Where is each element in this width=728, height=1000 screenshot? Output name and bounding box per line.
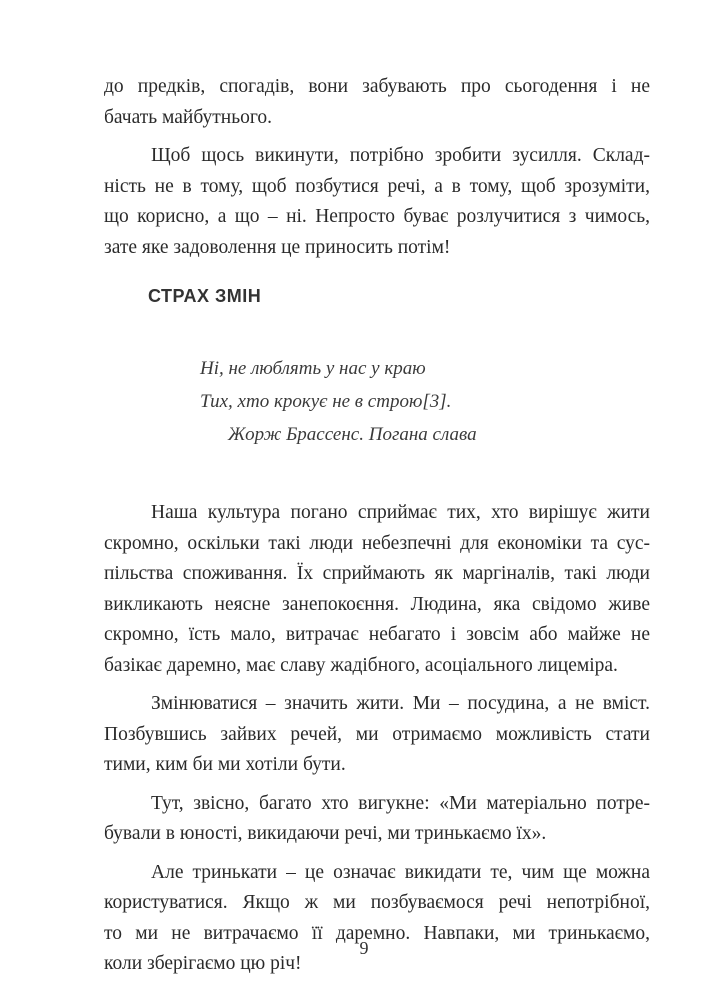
text-line: що корисно, а що – ні. Непросто буває розлучитися з чимось, bbox=[104, 206, 650, 227]
text-line: бачать майбутнього. bbox=[104, 106, 273, 128]
epigraph-line: Тих, хто крокує не в строю[3]. bbox=[200, 391, 452, 412]
epigraph-attribution: Жорж Брассенс. Погана слава bbox=[228, 424, 477, 445]
epigraph bbox=[200, 352, 477, 451]
page-number: 9 bbox=[359, 938, 369, 958]
text-line: Змінюватися – значить жити. Ми – посудина, а не вміст. bbox=[151, 693, 650, 714]
text-line: Щоб щось викинути, потрібно зробити зусилля. Склад- bbox=[151, 145, 650, 166]
body-text-block bbox=[104, 498, 650, 980]
text-line: скромно, їсть мало, витрачає небагато і зовсім або майже не bbox=[104, 624, 650, 645]
text-line: базікає даремно, має славу жадібного, асоціального лицеміра. bbox=[104, 654, 618, 676]
text-line: бували в юності, викидаючи речі, ми тринькаємо їх». bbox=[104, 823, 547, 844]
epigraph-line: Ні, не люблять у нас у краю bbox=[200, 358, 426, 379]
text-line: ність не в тому, щоб позбутися речі, а в тому, щоб зрозуміти, bbox=[104, 175, 650, 197]
section-heading: СТРАХ ЗМІН bbox=[148, 286, 262, 306]
text-line: Але тринькати – це означає викидати те, чим ще можна bbox=[151, 861, 650, 883]
text-line: скромно, оскільки такі люди небезпечні для економіки та сус- bbox=[104, 532, 650, 554]
paragraph-continuation bbox=[104, 72, 650, 133]
text-line: пільства споживання. Їх сприймають як маргіналів, такі люди bbox=[104, 563, 650, 584]
text-line: Позбувшись зайвих речей, ми отримаємо можливість стати bbox=[104, 723, 650, 745]
text-line: до предків, спогадів, вони забувають про сьогодення і не bbox=[104, 76, 650, 97]
text-line: то ми не витрачаємо її даремно. Навпаки, ми тринькаємо, bbox=[104, 922, 650, 944]
text-line: Наша культура погано сприймає тих, хто вирішує жити bbox=[151, 502, 650, 523]
text-line: викликають неясне занепокоєння. Людина, яка свідомо живе bbox=[104, 593, 650, 615]
text-line: Тут, звісно, багато хто вигукне: «Ми матеріально потре- bbox=[151, 792, 650, 814]
paragraph-squander bbox=[104, 858, 650, 980]
text-line: користуватися. Якщо ж ми позбуваємося речі непотрібної, bbox=[104, 892, 650, 913]
paragraph-change bbox=[104, 689, 650, 781]
text-line: зате яке задоволення це приносить потім! bbox=[104, 236, 451, 258]
text-line: коли зберігаємо цю річ! bbox=[104, 953, 302, 974]
top-text-block bbox=[104, 72, 650, 263]
paragraph-culture bbox=[104, 498, 650, 681]
paragraph-discard-effort bbox=[104, 141, 650, 263]
text-line: тими, ким би ми хотіли бути. bbox=[104, 754, 346, 775]
paragraph-exclaim bbox=[104, 789, 650, 850]
